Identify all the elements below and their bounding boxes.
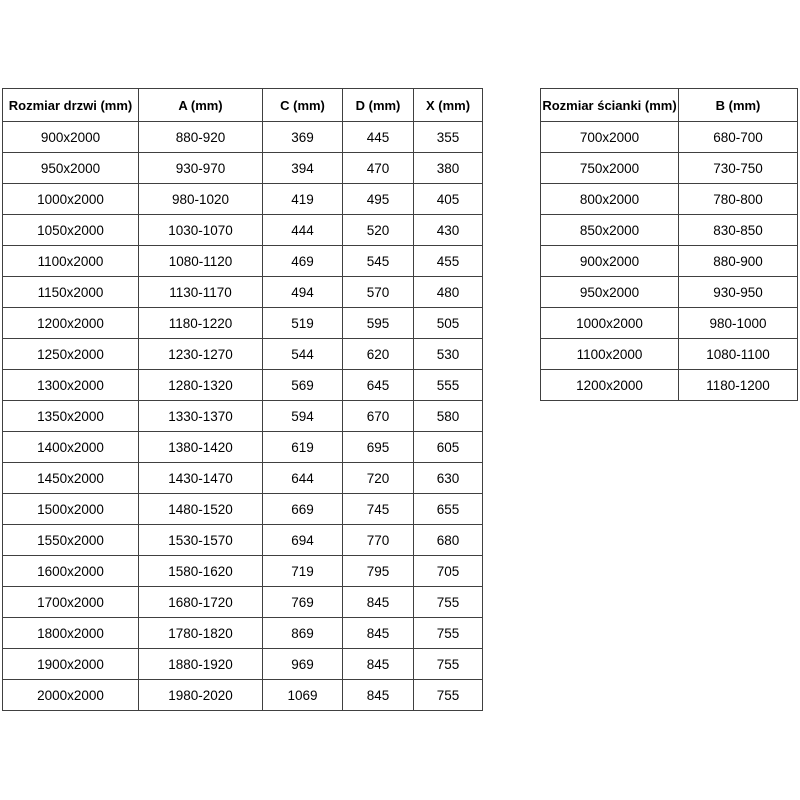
- table-row: [3, 153, 483, 184]
- table-cell: 969: [263, 649, 343, 680]
- table-cell: 1880-1920: [139, 649, 263, 680]
- table-row: [541, 308, 798, 339]
- table-cell: 1080-1120: [139, 246, 263, 277]
- table-cell: 769: [263, 587, 343, 618]
- table-cell: 555: [414, 370, 483, 401]
- table-cell: 1030-1070: [139, 215, 263, 246]
- table-row: [541, 184, 798, 215]
- table-cell: 1800x2000: [3, 618, 139, 649]
- table-cell: 2000x2000: [3, 680, 139, 711]
- table-row: [3, 308, 483, 339]
- table-row: [3, 184, 483, 215]
- table-cell: 1430-1470: [139, 463, 263, 494]
- table-cell: 1100x2000: [3, 246, 139, 277]
- table-cell: 845: [343, 680, 414, 711]
- door-table-body: [3, 122, 483, 711]
- table-cell: 520: [343, 215, 414, 246]
- table-row: [541, 122, 798, 153]
- table-cell: 745: [343, 494, 414, 525]
- table-cell: 1600x2000: [3, 556, 139, 587]
- table-cell: 719: [263, 556, 343, 587]
- table-cell: 369: [263, 122, 343, 153]
- wall-table-body: [541, 122, 798, 401]
- table-cell: 544: [263, 339, 343, 370]
- table-cell: 795: [343, 556, 414, 587]
- table-cell: 569: [263, 370, 343, 401]
- table-row: [3, 122, 483, 153]
- table-cell: 1330-1370: [139, 401, 263, 432]
- table-cell: 419: [263, 184, 343, 215]
- table-cell: 469: [263, 246, 343, 277]
- door-table-header-row: [3, 89, 483, 122]
- table-row: [3, 525, 483, 556]
- table-row: [3, 618, 483, 649]
- table-cell: 1580-1620: [139, 556, 263, 587]
- table-cell: 444: [263, 215, 343, 246]
- table-cell: 850x2000: [541, 215, 679, 246]
- table-cell: 1400x2000: [3, 432, 139, 463]
- table-cell: 644: [263, 463, 343, 494]
- table-cell: 780-800: [679, 184, 798, 215]
- table-cell: 620: [343, 339, 414, 370]
- table-cell: 1080-1100: [679, 339, 798, 370]
- table-row: [3, 587, 483, 618]
- table-cell: 1480-1520: [139, 494, 263, 525]
- table-cell: 1250x2000: [3, 339, 139, 370]
- column-header: Rozmiar drzwi (mm): [3, 89, 139, 122]
- table-cell: 1700x2000: [3, 587, 139, 618]
- table-row: [541, 339, 798, 370]
- table-cell: 605: [414, 432, 483, 463]
- table-cell: 705: [414, 556, 483, 587]
- table-row: [3, 215, 483, 246]
- table-cell: 730-750: [679, 153, 798, 184]
- table-cell: 495: [343, 184, 414, 215]
- table-row: [3, 680, 483, 711]
- table-row: [3, 556, 483, 587]
- table-cell: 1350x2000: [3, 401, 139, 432]
- table-cell: 1130-1170: [139, 277, 263, 308]
- table-cell: 1180-1200: [679, 370, 798, 401]
- table-cell: 900x2000: [3, 122, 139, 153]
- table-row: [3, 432, 483, 463]
- table-cell: 1380-1420: [139, 432, 263, 463]
- table-cell: 1000x2000: [3, 184, 139, 215]
- table-row: [541, 370, 798, 401]
- table-cell: 619: [263, 432, 343, 463]
- table-cell: 720: [343, 463, 414, 494]
- table-cell: 655: [414, 494, 483, 525]
- table-cell: 1200x2000: [3, 308, 139, 339]
- table-cell: 1150x2000: [3, 277, 139, 308]
- size-tables-container: [2, 88, 798, 711]
- table-cell: 680-700: [679, 122, 798, 153]
- table-cell: 645: [343, 370, 414, 401]
- table-cell: 755: [414, 649, 483, 680]
- table-cell: 770: [343, 525, 414, 556]
- column-header: A (mm): [139, 89, 263, 122]
- column-header: B (mm): [679, 89, 798, 122]
- table-row: [3, 370, 483, 401]
- table-cell: 950x2000: [3, 153, 139, 184]
- table-row: [3, 494, 483, 525]
- table-cell: 1900x2000: [3, 649, 139, 680]
- table-cell: 830-850: [679, 215, 798, 246]
- column-header: D (mm): [343, 89, 414, 122]
- table-cell: 480: [414, 277, 483, 308]
- table-row: [3, 277, 483, 308]
- wall-size-table: [540, 88, 798, 401]
- table-row: [3, 246, 483, 277]
- table-cell: 380: [414, 153, 483, 184]
- table-cell: 1180-1220: [139, 308, 263, 339]
- table-cell: 445: [343, 122, 414, 153]
- table-cell: 695: [343, 432, 414, 463]
- table-cell: 1500x2000: [3, 494, 139, 525]
- table-cell: 1680-1720: [139, 587, 263, 618]
- table-cell: 670: [343, 401, 414, 432]
- table-cell: 800x2000: [541, 184, 679, 215]
- column-header: C (mm): [263, 89, 343, 122]
- table-cell: 1780-1820: [139, 618, 263, 649]
- table-cell: 755: [414, 587, 483, 618]
- table-cell: 845: [343, 618, 414, 649]
- table-cell: 1550x2000: [3, 525, 139, 556]
- table-row: [541, 246, 798, 277]
- table-cell: 1980-2020: [139, 680, 263, 711]
- table-cell: 980-1000: [679, 308, 798, 339]
- wall-table-header-row: [541, 89, 798, 122]
- table-row: [541, 277, 798, 308]
- table-row: [3, 339, 483, 370]
- table-cell: 570: [343, 277, 414, 308]
- table-row: [3, 463, 483, 494]
- table-row: [541, 215, 798, 246]
- table-cell: 355: [414, 122, 483, 153]
- table-cell: 869: [263, 618, 343, 649]
- table-cell: 694: [263, 525, 343, 556]
- table-row: [3, 401, 483, 432]
- door-size-table: [2, 88, 483, 711]
- table-cell: 845: [343, 649, 414, 680]
- column-header: X (mm): [414, 89, 483, 122]
- table-row: [541, 153, 798, 184]
- table-cell: 545: [343, 246, 414, 277]
- table-cell: 594: [263, 401, 343, 432]
- table-cell: 1530-1570: [139, 525, 263, 556]
- table-cell: 1050x2000: [3, 215, 139, 246]
- table-cell: 470: [343, 153, 414, 184]
- table-cell: 930-950: [679, 277, 798, 308]
- table-cell: 1069: [263, 680, 343, 711]
- table-cell: 455: [414, 246, 483, 277]
- table-cell: 950x2000: [541, 277, 679, 308]
- table-cell: 750x2000: [541, 153, 679, 184]
- table-cell: 494: [263, 277, 343, 308]
- table-row: [3, 649, 483, 680]
- table-cell: 405: [414, 184, 483, 215]
- table-cell: 1450x2000: [3, 463, 139, 494]
- table-cell: 700x2000: [541, 122, 679, 153]
- table-cell: 394: [263, 153, 343, 184]
- table-cell: 980-1020: [139, 184, 263, 215]
- table-cell: 880-920: [139, 122, 263, 153]
- table-cell: 595: [343, 308, 414, 339]
- table-cell: 880-900: [679, 246, 798, 277]
- table-cell: 1000x2000: [541, 308, 679, 339]
- column-header: Rozmiar ścianki (mm): [541, 89, 679, 122]
- table-cell: 1200x2000: [541, 370, 679, 401]
- table-cell: 1100x2000: [541, 339, 679, 370]
- table-cell: 680: [414, 525, 483, 556]
- table-cell: 930-970: [139, 153, 263, 184]
- table-cell: 530: [414, 339, 483, 370]
- table-cell: 669: [263, 494, 343, 525]
- table-cell: 630: [414, 463, 483, 494]
- table-cell: 430: [414, 215, 483, 246]
- table-cell: 519: [263, 308, 343, 339]
- table-cell: 900x2000: [541, 246, 679, 277]
- table-cell: 755: [414, 680, 483, 711]
- table-cell: 580: [414, 401, 483, 432]
- table-cell: 845: [343, 587, 414, 618]
- table-cell: 1300x2000: [3, 370, 139, 401]
- table-cell: 1280-1320: [139, 370, 263, 401]
- table-cell: 755: [414, 618, 483, 649]
- table-cell: 505: [414, 308, 483, 339]
- table-cell: 1230-1270: [139, 339, 263, 370]
